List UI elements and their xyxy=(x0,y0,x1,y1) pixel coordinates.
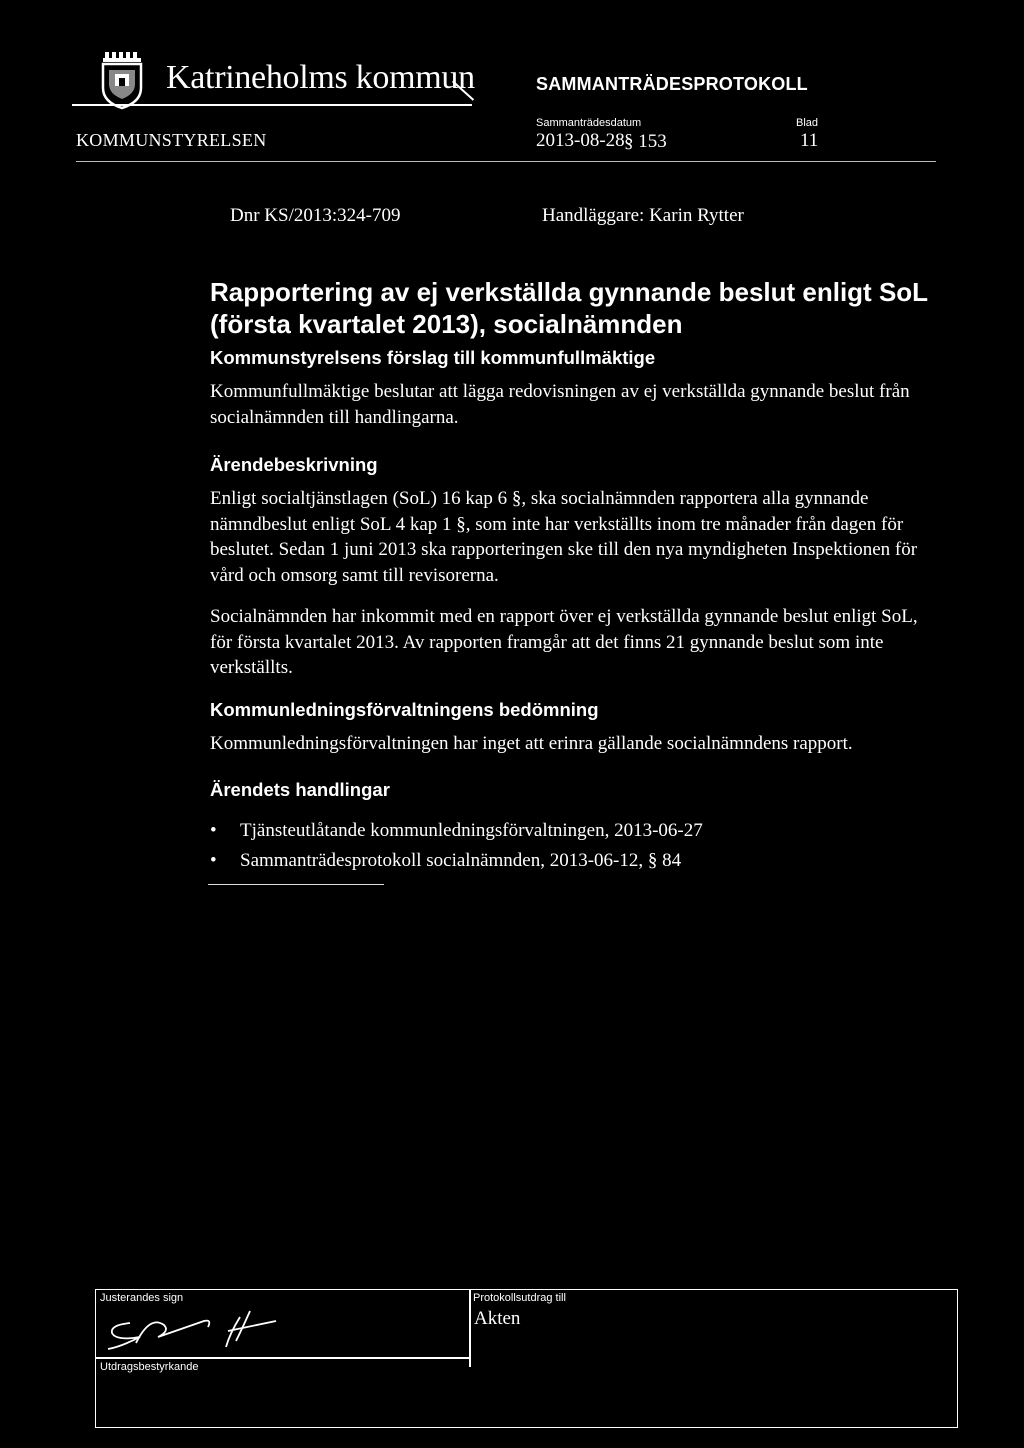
document-type: SAMMANTRÄDESPROTOKOLL xyxy=(536,74,808,94)
case-officer: Handläggare: Karin Rytter xyxy=(542,205,744,226)
justerandes-sign-label: Justerandes sign xyxy=(100,1292,184,1304)
description-paragraph-2: Socialnämnden har inkommit med en rapport över ej verkställda gynnande beslut enligt SoL, för första kvartalet 2013. Av rapporten framgår att det finns 21 gynnande beslut som inte verkställts. xyxy=(210,606,918,678)
proposal-text: Kommunfullmäktige beslutar att lägga redovisningen av ej verkställda gynnande beslut från socialnämnden till handlingarna. xyxy=(210,381,910,428)
date-label: Sammanträdesdatum xyxy=(536,117,642,129)
municipal-crest-icon xyxy=(97,50,147,112)
page-number: 11 xyxy=(800,130,819,151)
header-divider xyxy=(76,161,936,162)
documents-list xyxy=(210,816,703,876)
description-paragraph-1: Enligt socialtjänstlagen (SoL) 16 kap 6 §, ska socialnämnden rapportera alla gynnande nämndbeslut enligt SoL 4 kap 1 §, som inte har verkställts inom tre månader från dagen för beslutet. Sedan 1 juni 2013 ska rapporteringen ske till den nya myndigheten Inspektionen för vård och omsorg samt till revisorerna. xyxy=(210,488,918,586)
paragraph-number: § 153 xyxy=(624,131,667,152)
proposal-heading: Kommunstyrelsens förslag till kommunfullmäktige xyxy=(210,347,656,368)
dnr-reference: Dnr KS/2013:324-709 xyxy=(230,205,401,226)
list-item: • Sammanträdesprotokoll socialnämnden, 2013-06-12, § 84 xyxy=(210,846,703,876)
signature-box-horizontal-divider xyxy=(95,1357,470,1359)
list-item: • Tjänsteutlåtande kommunledningsförvaltningen, 2013-06-27 xyxy=(210,816,703,846)
assessment-text: Kommunledningsförvaltningen har inget att erinra gällande socialnämndens rapport. xyxy=(210,733,853,754)
protokollsutdrag-value: Akten xyxy=(474,1308,521,1329)
protokollsutdrag-label: Protokollsutdrag till xyxy=(473,1292,566,1304)
header-underline xyxy=(72,104,472,106)
documents-heading: Ärendets handlingar xyxy=(210,779,390,800)
handwritten-signature xyxy=(100,1303,300,1357)
page-label: Blad xyxy=(796,117,819,129)
page-title: Rapportering av ej verkställda gynnande beslut enligt SoL (första kvartalet 2013), socialnämnden xyxy=(210,277,928,339)
signature-box-vertical-divider xyxy=(469,1289,471,1367)
meeting-date: 2013-08-28 xyxy=(536,130,625,151)
organization-name: Katrineholms kommun xyxy=(166,59,475,96)
description-heading: Ärendebeskrivning xyxy=(210,454,378,475)
assessment-heading: Kommunledningsförvaltningens bedömning xyxy=(210,699,599,720)
department-name: KOMMUNSTYRELSEN xyxy=(76,130,267,150)
utdragsbestyrkande-label: Utdragsbestyrkande xyxy=(100,1361,199,1373)
end-divider xyxy=(208,884,384,885)
